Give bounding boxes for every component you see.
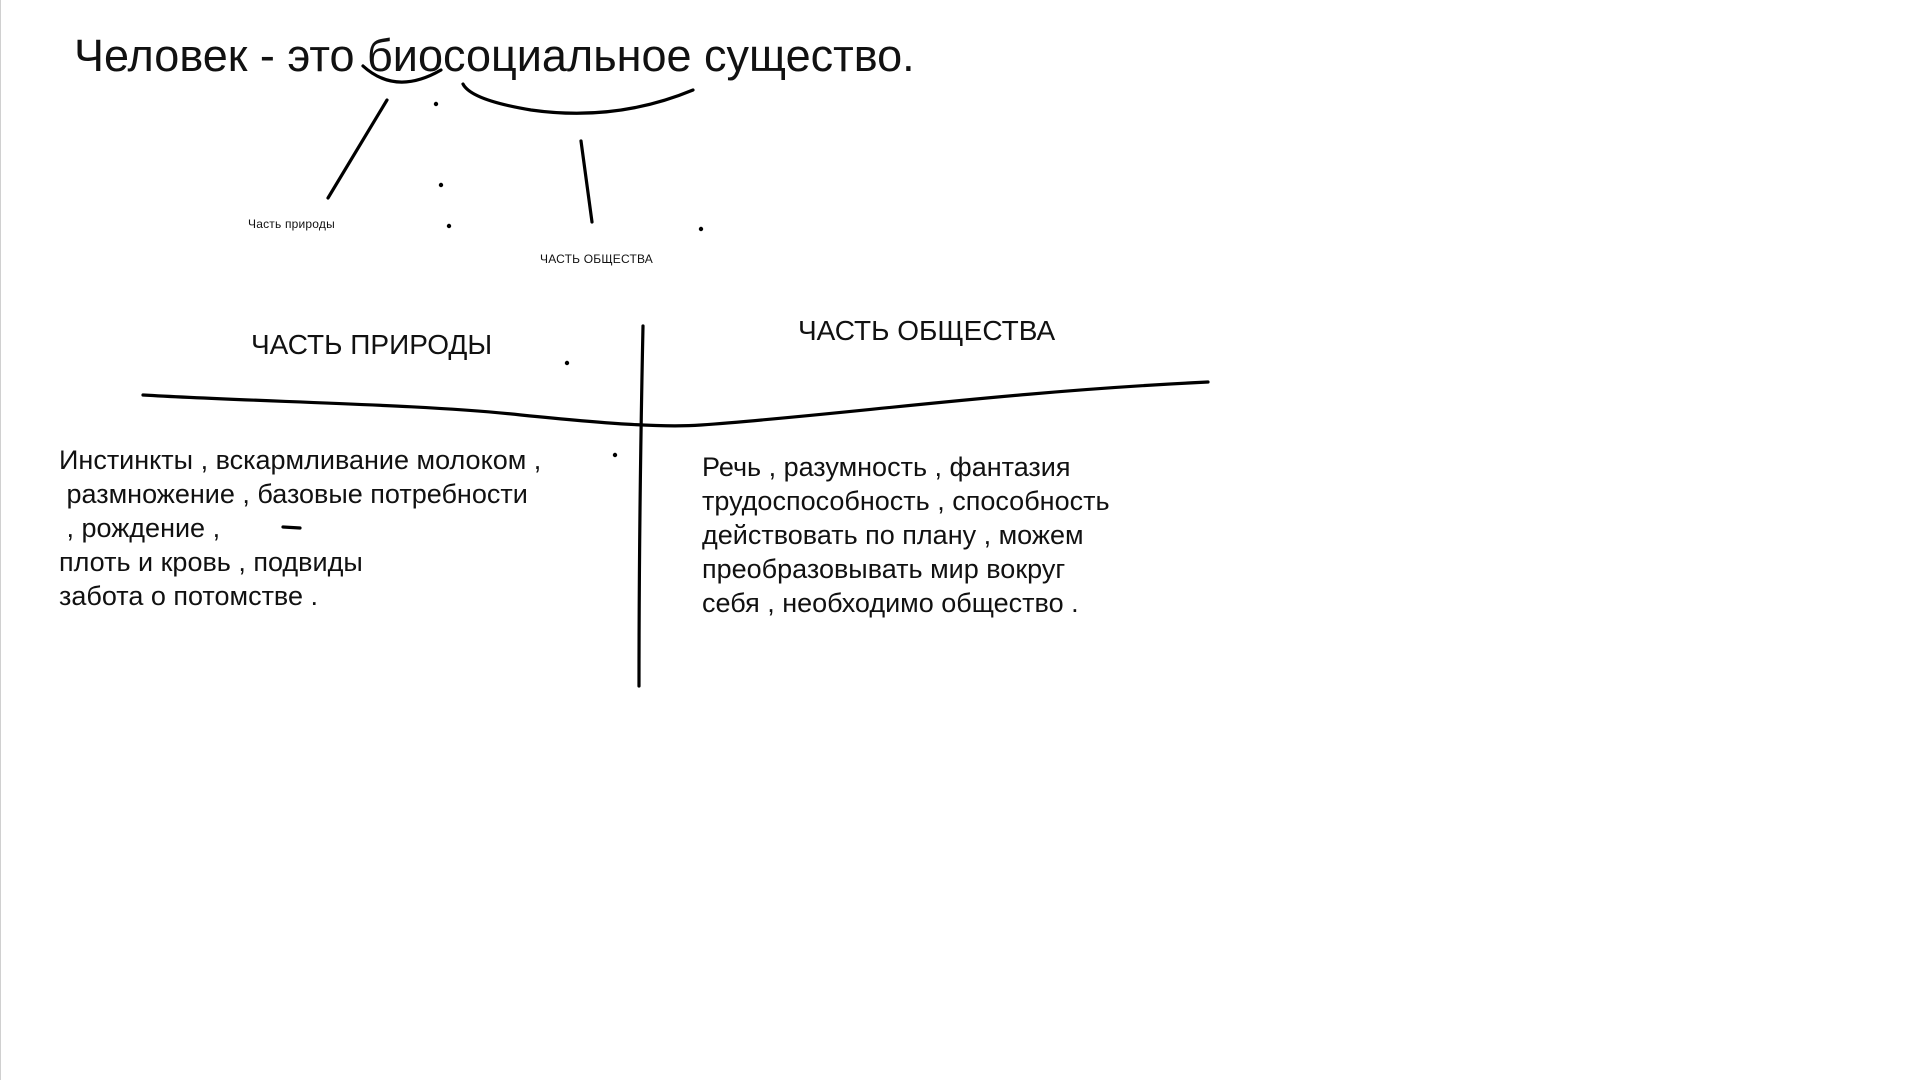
stray-dot xyxy=(439,183,443,187)
board-title: Человек - это биосоциальное существо. xyxy=(74,30,915,81)
stray-dot xyxy=(613,453,617,457)
text-line: размножение , базовые потребности xyxy=(59,479,528,509)
text-line: себя , необходимо общество . xyxy=(702,588,1079,618)
stray-dot xyxy=(565,361,569,365)
brace-social xyxy=(463,84,693,113)
text-line: забота о потомстве . xyxy=(59,581,318,611)
label-nature-small: Часть природы xyxy=(248,217,335,231)
connector-nature xyxy=(328,100,387,198)
text-line: , рождение , xyxy=(59,513,221,543)
text-line: плоть и кровь , подвиды xyxy=(59,547,363,577)
stray-dot xyxy=(699,227,703,231)
table-vertical-line xyxy=(639,326,643,686)
column-body-society xyxy=(702,450,1110,620)
table-horizontal-line xyxy=(143,382,1208,426)
text-line: Инстинкты , вскармливание молоком , xyxy=(59,445,542,475)
connector-society xyxy=(581,141,592,222)
text-line: преобразовывать мир вокруг xyxy=(702,554,1066,584)
text-line: трудоспособность , способность xyxy=(702,486,1110,516)
text-line: действовать по плану , можем xyxy=(702,520,1084,550)
stray-dot xyxy=(434,102,438,106)
text-line: Речь , разумность , фантазия xyxy=(702,452,1071,482)
column-heading-nature: ЧАСТЬ ПРИРОДЫ xyxy=(251,329,493,360)
stray-dot xyxy=(447,224,451,228)
label-society-small: ЧАСТЬ ОБЩЕСТВА xyxy=(540,252,654,266)
column-heading-society: ЧАСТЬ ОБЩЕСТВА xyxy=(798,315,1056,346)
column-body-nature xyxy=(59,443,541,613)
